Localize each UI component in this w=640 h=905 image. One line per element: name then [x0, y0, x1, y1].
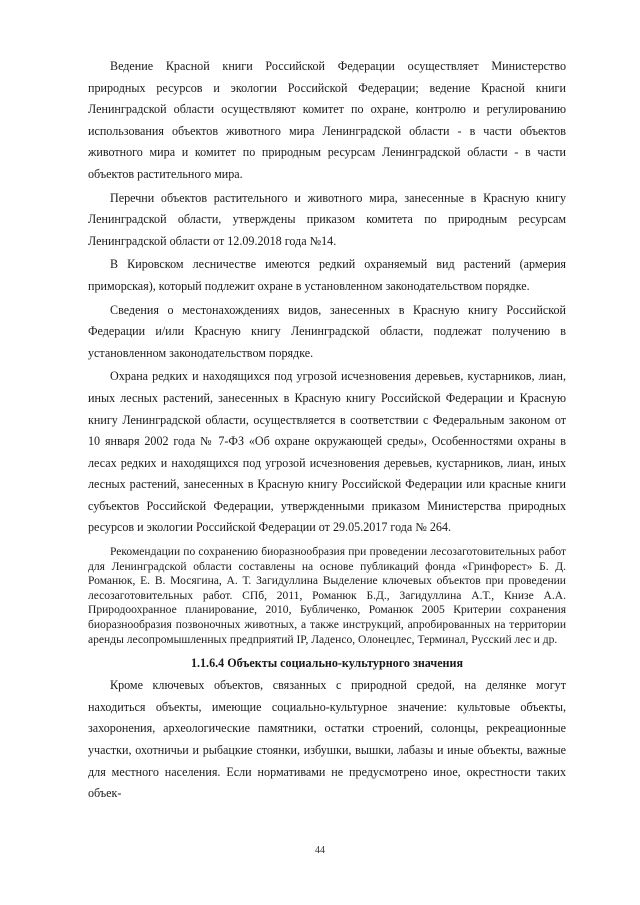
paragraph-location-info: Сведения о местонахождениях видов, занесенных в Красную книгу Российской Федерации и/или Красную книгу Ленинградской области, подлежат получению в установленном законодательством порядке.	[88, 302, 566, 360]
paragraph-protection-law: Охрана редких и находящихся под угрозой исчезновения деревьев, кустарников, лиан, иных лесных растений, занесенных в Красную книгу Российской Федерации и Красную книгу Ленинградской области, осуществляется в соответствии с Федеральным законом от 10 января 2002 года № 7-ФЗ «Об охране окружающей среды», Особенностями охраны в лесах редких и находящихся под угрозой исчезновения деревьев, кустарников, лиан, иных лесных растений, занесенных в Красную книгу Российской Федерации или красные книги субъектов Российской Федерации, утвержденными приказом Министерства природных ресурсов и экологии Российской Федерации от 29.05.2017 года № 264.	[88, 369, 566, 535]
page-number: 44	[315, 845, 325, 856]
paragraph-red-book-management: Ведение Красной книги Российской Федерации осуществляет Министерство природных ресурсов и экологии Российской Федерации; ведение Красной книги Ленинградской области осуществляют комитет по охране, контролю и регулированию использования объектов животного мира Ленинградской области - в части объектов животного мира и комитет по природным ресурсам Ленинградской области - в части объектов растительного мира.	[88, 59, 566, 181]
paragraph-biodiversity-recommendations: Рекомендации по сохранению биоразнообразия при проведении лесозаготовительных работ для Ленинградской области составлены на основе публикаций фонда «Гринфорест» Б. Д. Романюк, Е. В. Мосягина, А. Т. Загидуллина Выделение ключевых объектов при проведении лесозаготовительных работ. СПб, 2011, Романюк Б.Д., Загидуллина А.Т., Книзе А.А. Природоохранное планирование, 2010, Бубличенко, Романюк 2005 Критерии сохранения биоразнообразия позвоночных животных, а также инструкций, апробированных на территории аренды лесопромышленных предприятий IP, Ладенсо, Олонецлес, Терминал, Русский лес и др.	[88, 546, 566, 646]
paragraph-sociocultural-objects: Кроме ключевых объектов, связанных с природной средой, на делянке могут находиться объекты, имеющие социально-культурное значение: культовые объекты, захоронения, археологические памятники, остатки строений, солонцы, рекреационные участки, охотничьи и рыбацкие стоянки, избушки, вышки, лабазы и иные объекты, важные для местного населения. Если нормативами не предусмотрено иное, окрестности таких объек-	[88, 678, 566, 801]
section-heading: 1.1.6.4 Объекты социально-культурного значения	[190, 656, 464, 671]
paragraph-species-lists: Перечни объектов растительного и животного мира, занесенные в Красную книгу Ленинградской области, утверждены приказом комитета по природным ресурсам Ленинградской области от 12.09.2018 года №14.	[88, 190, 566, 248]
document-body	[88, 56, 566, 805]
paragraph-kirovsky-forestry: В Кировском лесничестве имеются редкий охраняемый вид растений (армерия приморская), который подлежит охране в установленном законодательством порядке.	[88, 257, 566, 293]
